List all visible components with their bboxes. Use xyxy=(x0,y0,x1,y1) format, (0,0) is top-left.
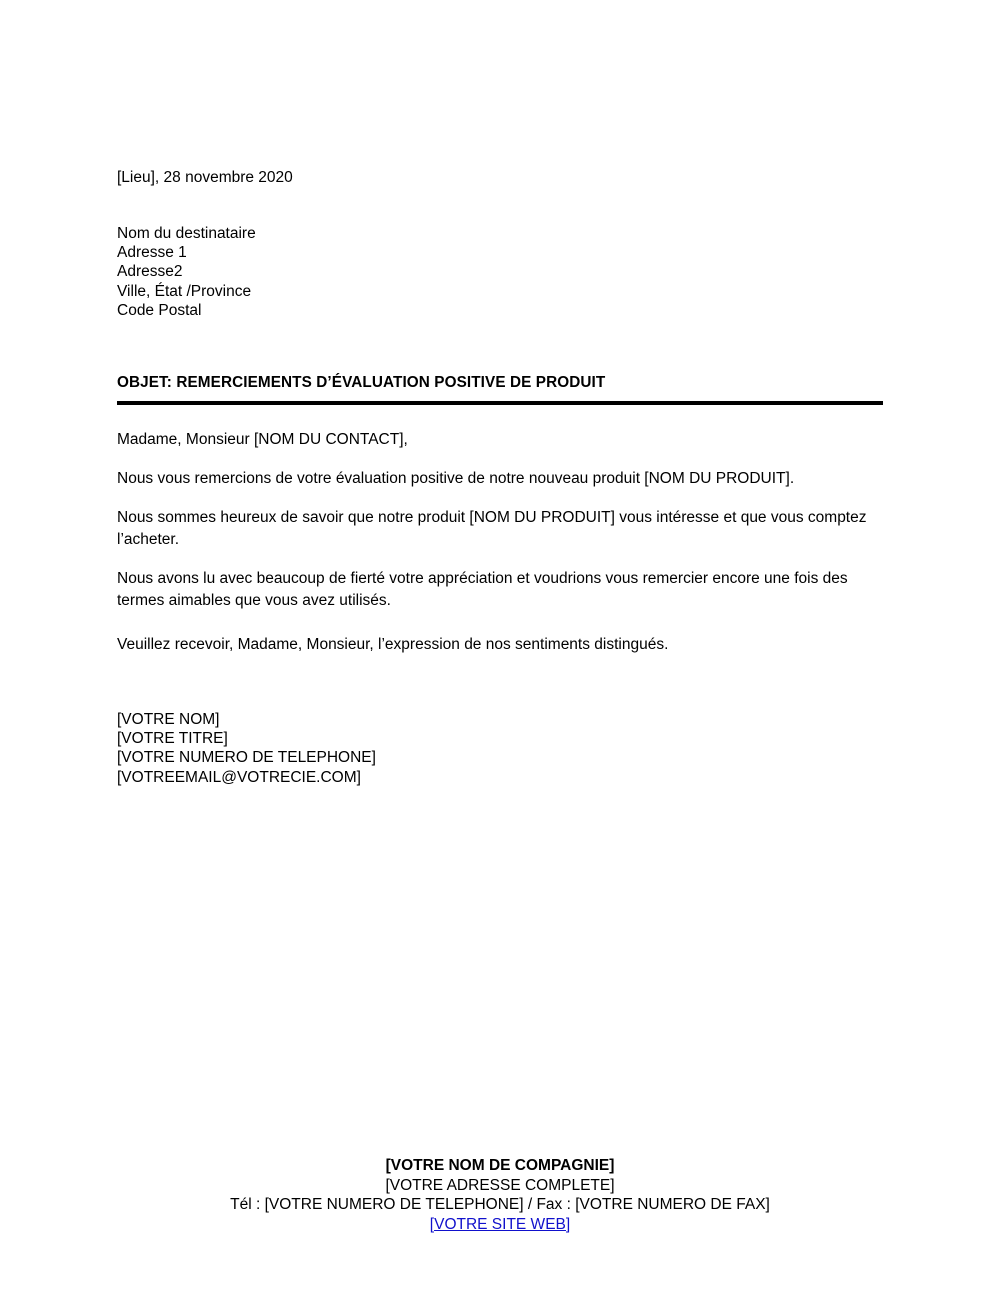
letter-content xyxy=(117,429,877,673)
recipient-name: Nom du destinataire xyxy=(117,225,256,242)
recipient-address-1: Adresse 1 xyxy=(117,244,187,262)
horizontal-rule xyxy=(117,401,883,405)
recipient-address-2: Adresse2 xyxy=(117,263,183,281)
paragraph-1: Nous vous remercions de votre évaluation positive de notre nouveau produit [NOM DU PRODUIT]. xyxy=(117,470,795,487)
subject-line: OBJET: REMERCIEMENTS D’ÉVALUATION POSITIVE DE PRODUIT xyxy=(117,374,606,391)
signature-email: [VOTREEMAIL@VOTRECIE.COM] xyxy=(117,768,361,786)
signature-name: [VOTRE NOM] xyxy=(117,711,220,728)
footer-website-link[interactable]: [VOTRE SITE WEB] xyxy=(429,1215,571,1233)
signature-title: [VOTRE TITRE] xyxy=(117,730,228,748)
paragraph-2: Nous sommes heureux de savoir que notre produit [NOM DU PRODUIT] vous intéresse et que vous comptez l’acheter. xyxy=(117,509,867,548)
recipient-postal-code: Code Postal xyxy=(117,301,202,319)
footer-phone-fax: Tél : [VOTRE NUMERO DE TELEPHONE] / Fax : [VOTRE NUMERO DE FAX] xyxy=(230,1196,770,1213)
footer-company-name: [VOTRE NOM DE COMPAGNIE] xyxy=(385,1157,615,1174)
recipient-city-state: Ville, État /Province xyxy=(117,282,252,300)
signature-block xyxy=(117,710,376,787)
page-footer xyxy=(0,1156,1000,1234)
signature-phone: [VOTRE NUMERO DE TELEPHONE] xyxy=(117,749,376,767)
recipient-address-block xyxy=(117,224,256,320)
footer-address: [VOTRE ADRESSE COMPLETE] xyxy=(385,1176,615,1194)
closing-line: Veuillez recevoir, Madame, Monsieur, l’expression de nos sentiments distingués. xyxy=(117,636,669,653)
date-line: [Lieu], 28 novembre 2020 xyxy=(117,169,293,186)
paragraph-3: Nous avons lu avec beaucoup de fierté votre appréciation et voudrions vous remercier encore une fois des termes aimables que vous avez utilisés. xyxy=(117,570,848,609)
salutation: Madame, Monsieur [NOM DU CONTACT], xyxy=(117,431,408,448)
